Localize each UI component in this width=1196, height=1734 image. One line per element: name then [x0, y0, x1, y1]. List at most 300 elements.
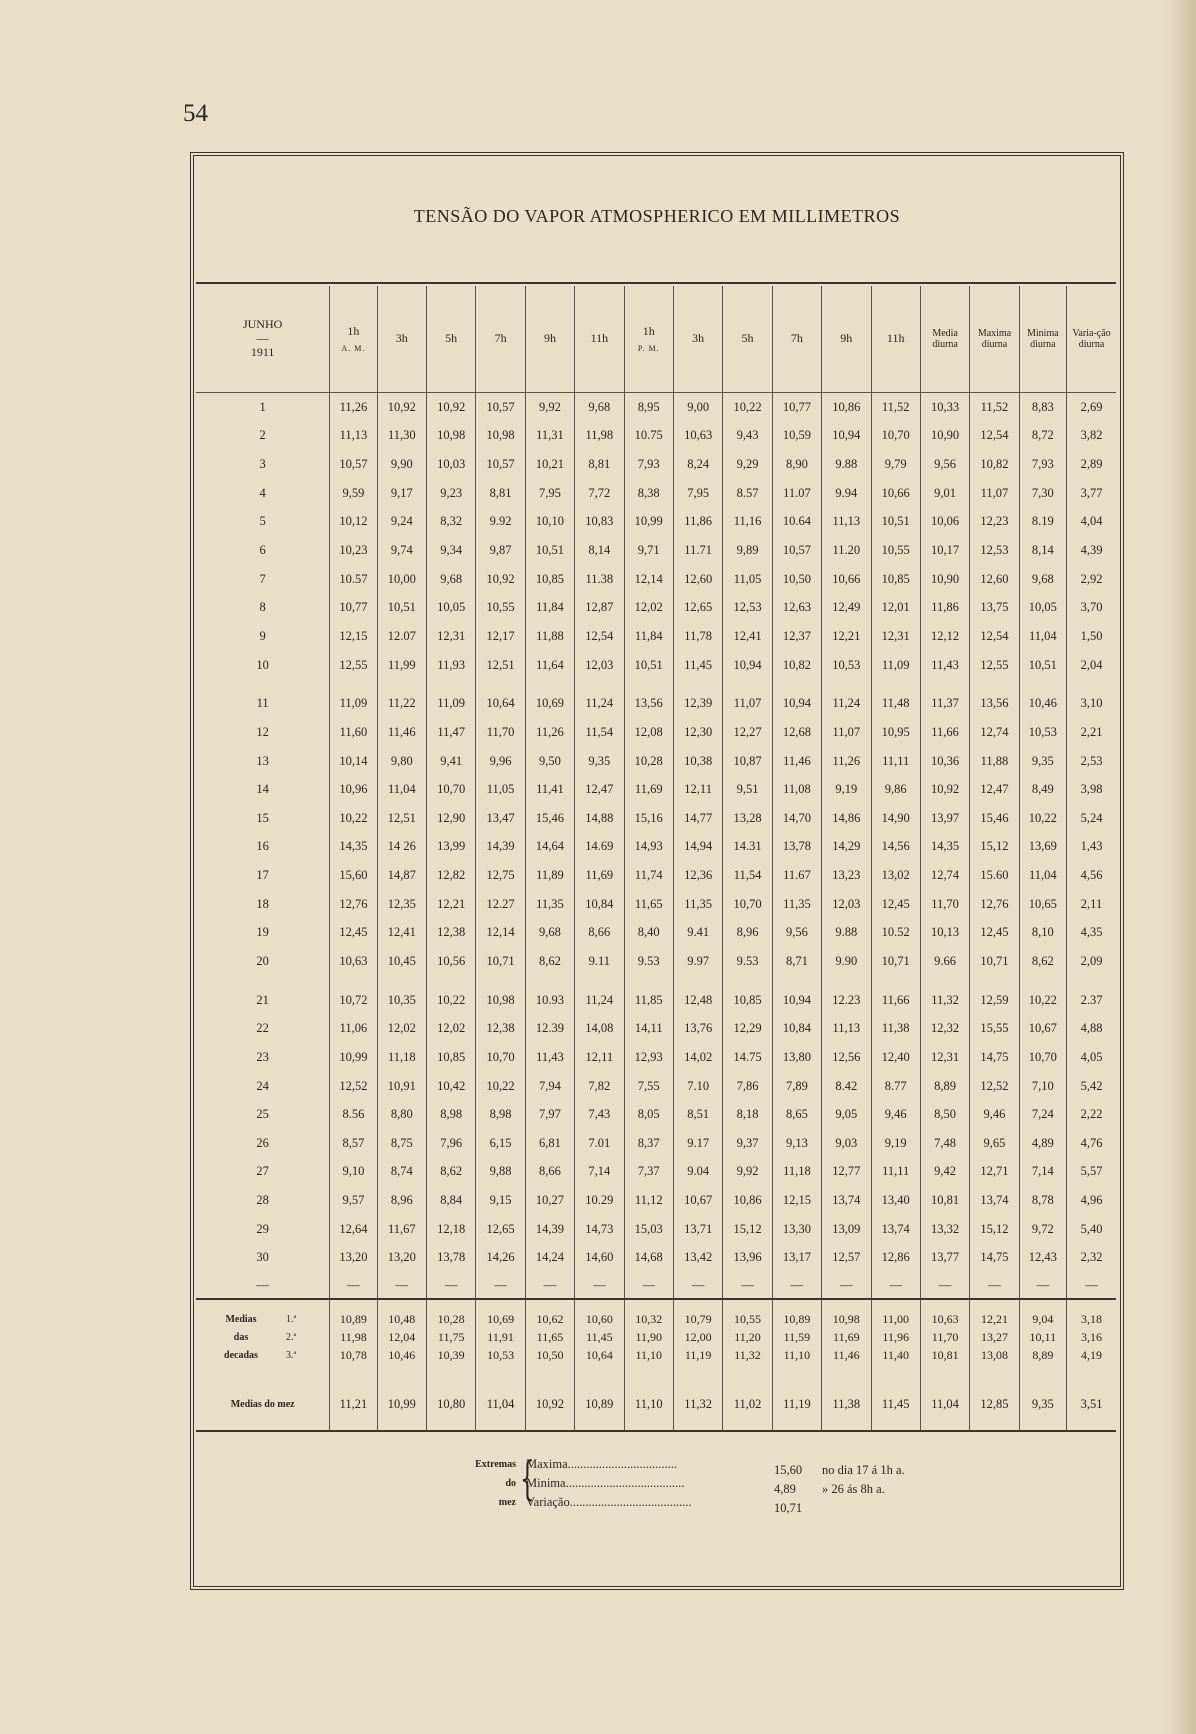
value-cell: 13,47 [476, 804, 525, 833]
value-cell: 12,08 [624, 718, 673, 747]
value-cell: 11,05 [476, 775, 525, 804]
value-cell: 4,04 [1067, 508, 1117, 537]
value-cell: 8,51 [673, 1100, 722, 1129]
value-cell: 10,42 [426, 1072, 475, 1101]
table-row [196, 450, 1116, 479]
value-cell: 12,52 [330, 1072, 377, 1101]
value-cell: 11,07 [970, 479, 1019, 508]
value-cell: 12,00 [673, 1328, 722, 1346]
value-cell: 11,11 [871, 747, 920, 776]
table-row [196, 479, 1116, 508]
value-cell: 11,09 [330, 679, 377, 718]
value-cell: 10,11 [1019, 1328, 1066, 1346]
hour-header: 7h [476, 286, 525, 393]
value-cell: 9,19 [871, 1129, 920, 1158]
value-cell: 10,63 [330, 947, 377, 976]
value-cell: 7,37 [624, 1158, 673, 1187]
value-cell: 14,08 [575, 1014, 624, 1043]
value-cell: 10,53 [1019, 718, 1066, 747]
value-cell: 12,31 [920, 1043, 969, 1072]
value-cell: 10,67 [1019, 1014, 1066, 1043]
value-cell: 12,52 [970, 1072, 1019, 1101]
value-cell: 8,96 [377, 1186, 426, 1215]
value-cell: 14,77 [673, 804, 722, 833]
value-cell: 9,74 [377, 536, 426, 565]
value-cell: 3,82 [1067, 422, 1117, 451]
value-cell: 10,39 [426, 1346, 475, 1364]
value-cell: 10,70 [1019, 1043, 1066, 1072]
table-title: TENSÃO DO VAPOR ATMOSPHERICO EM MILLIMETROS [413, 206, 901, 226]
value-cell: 11,10 [772, 1346, 821, 1364]
month-means-label: Medias do mez [196, 1364, 330, 1431]
value-cell: 12,93 [624, 1043, 673, 1072]
dash-cell: — [575, 1272, 624, 1299]
day-cell: 16 [256, 839, 269, 854]
value-cell: 11,21 [330, 1364, 377, 1431]
value-cell: 11,70 [920, 890, 969, 919]
table-row [196, 747, 1116, 776]
media-header: Media diurna [920, 286, 969, 393]
value-cell: 13,75 [970, 593, 1019, 622]
table-row [196, 622, 1116, 651]
value-cell: 12,53 [970, 536, 1019, 565]
value-cell: 10,94 [772, 976, 821, 1015]
value-cell: 12,12 [920, 622, 969, 651]
value-cell: 12,51 [476, 651, 525, 680]
value-cell: 11,54 [575, 718, 624, 747]
value-cell: 12,15 [330, 622, 377, 651]
value-cell: 10,79 [673, 1299, 722, 1328]
value-cell: 4,88 [1067, 1014, 1117, 1043]
table-row [196, 651, 1116, 680]
value-cell: 11.07 [772, 479, 821, 508]
value-cell: 15,60 [330, 861, 377, 890]
value-cell: 14,88 [575, 804, 624, 833]
value-cell: 11,43 [525, 1043, 574, 1072]
value-cell: 13,99 [426, 833, 475, 862]
day-cell: 22 [256, 1021, 269, 1036]
value-cell: 12,56 [822, 1043, 871, 1072]
value-cell: 11,69 [624, 775, 673, 804]
value-cell: 10,89 [772, 1299, 821, 1328]
table-row [196, 1346, 1116, 1364]
value-cell: 8,78 [1019, 1186, 1066, 1215]
value-cell: 10,50 [772, 565, 821, 594]
value-cell: 8.56 [330, 1100, 377, 1129]
table-row [196, 1100, 1116, 1129]
value-cell: 8,72 [1019, 422, 1066, 451]
value-cell: 10,69 [525, 679, 574, 718]
value-cell: 11,70 [920, 1328, 969, 1346]
value-cell: 8,14 [1019, 536, 1066, 565]
value-cell: 10,92 [377, 393, 426, 422]
value-cell: 9,35 [575, 747, 624, 776]
value-cell: 11,32 [723, 1346, 772, 1364]
value-cell: 11,46 [822, 1346, 871, 1364]
value-cell: 13,32 [920, 1215, 969, 1244]
value-cell: 13,74 [970, 1186, 1019, 1215]
value-cell: 11,35 [525, 890, 574, 919]
value-cell: 9.04 [673, 1158, 722, 1187]
value-cell: 15.60 [970, 861, 1019, 890]
value-cell: 12,41 [377, 919, 426, 948]
value-cell: 10.93 [525, 976, 574, 1015]
value-cell: 9,37 [723, 1129, 772, 1158]
value-cell: 9,88 [476, 1158, 525, 1187]
value-cell: 11,09 [871, 651, 920, 680]
table-row [196, 775, 1116, 804]
value-cell: 13,56 [970, 679, 1019, 718]
value-cell: 8,14 [575, 536, 624, 565]
value-cell: 11,35 [673, 890, 722, 919]
value-cell: 7,93 [624, 450, 673, 479]
value-cell: 11,32 [920, 976, 969, 1015]
value-cell: 10,98 [822, 1299, 871, 1328]
value-cell: 10,32 [624, 1299, 673, 1328]
minima-header: Minima diurna [1019, 286, 1066, 393]
value-cell: 10,22 [723, 393, 772, 422]
value-cell: 10,53 [476, 1346, 525, 1364]
value-cell: 11,99 [377, 651, 426, 680]
value-cell: 12,65 [673, 593, 722, 622]
value-cell: 8,80 [377, 1100, 426, 1129]
value-cell: 10,71 [476, 947, 525, 976]
value-cell: 10,00 [377, 565, 426, 594]
value-cell: 11,93 [426, 651, 475, 680]
value-cell: 14,60 [575, 1244, 624, 1273]
value-cell: 11,40 [871, 1346, 920, 1364]
value-cell: 12,21 [822, 622, 871, 651]
value-cell: 11,45 [575, 1328, 624, 1346]
value-cell: 12,03 [575, 651, 624, 680]
value-cell: 11,16 [723, 508, 772, 537]
value-cell: 9,41 [426, 747, 475, 776]
value-cell: 10,98 [476, 422, 525, 451]
value-cell: 13,74 [822, 1186, 871, 1215]
value-cell: 11,47 [426, 718, 475, 747]
value-cell: 13,76 [673, 1014, 722, 1043]
value-cell: 7,43 [575, 1100, 624, 1129]
value-cell: 11,65 [624, 890, 673, 919]
value-cell: 9,90 [377, 450, 426, 479]
value-cell: 11,00 [871, 1299, 920, 1328]
hour-header: 1h A. M. [330, 286, 377, 393]
value-cell: 11,30 [377, 422, 426, 451]
value-cell: 9,89 [723, 536, 772, 565]
value-cell: 12,59 [970, 976, 1019, 1015]
value-cell: 9.17 [673, 1129, 722, 1158]
value-cell: 11,88 [970, 747, 1019, 776]
value-cell: 8,38 [624, 479, 673, 508]
day-cell: 18 [256, 896, 269, 911]
value-cell: 10,60 [575, 1299, 624, 1328]
value-cell: 10,89 [330, 1299, 377, 1328]
value-cell: 12,55 [970, 651, 1019, 680]
value-cell: 13,20 [377, 1244, 426, 1273]
value-cell: 10,66 [822, 565, 871, 594]
value-cell: 9,23 [426, 479, 475, 508]
value-cell: 10,94 [822, 422, 871, 451]
value-cell: 8,62 [525, 947, 574, 976]
value-cell: 4,89 [1019, 1129, 1066, 1158]
value-cell: 7,96 [426, 1129, 475, 1158]
table-row [196, 1328, 1116, 1346]
value-cell: 11,38 [871, 1014, 920, 1043]
value-cell: 12,68 [772, 718, 821, 747]
value-cell: 11,24 [575, 679, 624, 718]
hour-header: 9h [525, 286, 574, 393]
value-cell: 3,70 [1067, 593, 1117, 622]
value-cell: 5,42 [1067, 1072, 1117, 1101]
value-cell: 12,45 [330, 919, 377, 948]
value-cell: 9,72 [1019, 1215, 1066, 1244]
daily-rows [196, 393, 1116, 1273]
decade-number: 1.ª [286, 1313, 297, 1325]
value-cell: 14 26 [377, 833, 426, 862]
table-row [196, 718, 1116, 747]
value-cell: 9,35 [1019, 747, 1066, 776]
value-cell: 11,69 [575, 861, 624, 890]
value-cell: 2,32 [1067, 1244, 1117, 1273]
value-cell: 9,15 [476, 1186, 525, 1215]
dash-cell: — [772, 1272, 821, 1299]
value-cell: 9,04 [1019, 1299, 1066, 1328]
value-cell: 12,30 [673, 718, 722, 747]
value-cell: 14.75 [723, 1043, 772, 1072]
value-cell: 12,03 [822, 890, 871, 919]
value-cell: 11,26 [330, 393, 377, 422]
value-cell: 10,86 [723, 1186, 772, 1215]
value-cell: 15,46 [525, 804, 574, 833]
value-cell: 10,22 [330, 804, 377, 833]
value-cell: 12,54 [970, 422, 1019, 451]
value-cell: 13,96 [723, 1244, 772, 1273]
value-cell: 9,80 [377, 747, 426, 776]
value-cell: 11,10 [624, 1346, 673, 1364]
value-cell: 10,57 [476, 393, 525, 422]
value-cell: 10,63 [920, 1299, 969, 1328]
value-cell: 12,77 [822, 1158, 871, 1187]
value-cell: 2,92 [1067, 565, 1117, 594]
value-cell: 8,66 [575, 919, 624, 948]
hour-header: 3h [673, 286, 722, 393]
value-cell: 11,91 [476, 1328, 525, 1346]
value-cell: 9.97 [673, 947, 722, 976]
table-row [196, 565, 1116, 594]
value-cell: 11,06 [330, 1014, 377, 1043]
value-cell: 11,04 [377, 775, 426, 804]
value-cell: 12,38 [426, 919, 475, 948]
value-cell: 10,82 [970, 450, 1019, 479]
value-cell: 8,18 [723, 1100, 772, 1129]
day-cell: 4 [259, 485, 266, 500]
value-cell: 9,59 [330, 479, 377, 508]
value-cell: 9,92 [723, 1158, 772, 1187]
value-cell: 12,48 [673, 976, 722, 1015]
value-cell: 12,76 [330, 890, 377, 919]
value-cell: 13,30 [772, 1215, 821, 1244]
value-cell: 12,53 [723, 593, 772, 622]
value-cell: 12,64 [330, 1215, 377, 1244]
value-cell: 13,74 [871, 1215, 920, 1244]
table-row [196, 1072, 1116, 1101]
value-cell: 10,57 [330, 450, 377, 479]
value-cell: 13,69 [1019, 833, 1066, 862]
table-row [196, 1186, 1116, 1215]
table-row [196, 1158, 1116, 1187]
value-cell: 11,04 [1019, 622, 1066, 651]
value-cell: 9,87 [476, 536, 525, 565]
value-cell: 11,04 [476, 1364, 525, 1431]
value-cell: 10,85 [723, 976, 772, 1015]
value-cell: 13,40 [871, 1186, 920, 1215]
value-cell: 14,86 [822, 804, 871, 833]
day-cell: 20 [256, 953, 269, 968]
value-cell: 12,21 [970, 1299, 1019, 1328]
value-cell: 3,16 [1067, 1328, 1117, 1346]
value-cell: 3,18 [1067, 1299, 1117, 1328]
value-cell: 12,02 [426, 1014, 475, 1043]
value-cell: 2,89 [1067, 450, 1117, 479]
value-cell: 10,71 [871, 947, 920, 976]
value-cell: 12,02 [377, 1014, 426, 1043]
value-cell: 10,13 [920, 919, 969, 948]
value-cell: 3,51 [1067, 1364, 1117, 1431]
value-cell: 14,93 [624, 833, 673, 862]
value-cell: 9.11 [575, 947, 624, 976]
dash-cell: — [920, 1272, 969, 1299]
value-cell: 7,93 [1019, 450, 1066, 479]
value-cell: 12,39 [673, 679, 722, 718]
value-cell: 2,11 [1067, 890, 1117, 919]
value-cell: 10,90 [920, 565, 969, 594]
value-cell: 10,92 [525, 1364, 574, 1431]
value-cell: 2,22 [1067, 1100, 1117, 1129]
value-cell: 8.19 [1019, 508, 1066, 537]
value-cell: 12,31 [871, 622, 920, 651]
day-cell: 27 [256, 1164, 269, 1179]
value-cell: 10,94 [723, 651, 772, 680]
value-cell: 10.64 [772, 508, 821, 537]
value-cell: 7,48 [920, 1129, 969, 1158]
value-cell: 10,05 [426, 593, 475, 622]
value-cell: 12,51 [377, 804, 426, 833]
table-row [196, 1299, 1116, 1328]
value-cell: 9,34 [426, 536, 475, 565]
value-cell: 11,07 [723, 679, 772, 718]
value-cell: 4,56 [1067, 861, 1117, 890]
value-cell: 8,66 [525, 1158, 574, 1187]
table-row [196, 1215, 1116, 1244]
value-cell: 11,13 [330, 422, 377, 451]
value-cell: 13,08 [970, 1346, 1019, 1364]
value-cell: 14,75 [970, 1244, 1019, 1273]
value-cell: 8,98 [476, 1100, 525, 1129]
value-cell: 10,81 [920, 1346, 969, 1364]
value-cell: 10,99 [377, 1364, 426, 1431]
value-cell: 12,76 [970, 890, 1019, 919]
value-cell: 10,27 [525, 1186, 574, 1215]
value-cell: 10,84 [575, 890, 624, 919]
extremes-label: Extremas do mez [475, 1459, 516, 1508]
value-cell: 10,28 [624, 747, 673, 776]
value-cell: 2,09 [1067, 947, 1117, 976]
table-row [196, 393, 1116, 422]
value-cell: 10,83 [575, 508, 624, 537]
title-divider [196, 282, 1116, 284]
value-cell: 11,86 [920, 593, 969, 622]
value-cell: 11,98 [575, 422, 624, 451]
value-cell: 6,81 [525, 1129, 574, 1158]
value-cell: 10,46 [377, 1346, 426, 1364]
day-cell: 7 [259, 571, 266, 586]
variacao-header: Varia-ção diurna [1067, 286, 1117, 393]
extreme-minima: Minima...................................... 4,89 » 26 ás 8h a. [526, 1476, 885, 1496]
table-row [196, 861, 1116, 890]
brace-mark: { [520, 1451, 535, 1505]
value-cell: 10,82 [772, 651, 821, 680]
value-cell: 7,14 [575, 1158, 624, 1187]
value-cell: 11,66 [920, 718, 969, 747]
value-cell: 11,19 [772, 1364, 821, 1431]
decade-label: Medias [225, 1313, 257, 1325]
value-cell: 11,08 [772, 775, 821, 804]
value-cell: 9,19 [822, 775, 871, 804]
value-cell: 9,92 [525, 393, 574, 422]
value-cell: 9,00 [673, 393, 722, 422]
value-cell: 11,02 [723, 1364, 772, 1431]
value-cell: 12,82 [426, 861, 475, 890]
day-cell: 23 [256, 1049, 269, 1064]
day-cell: 15 [256, 810, 269, 825]
dash-cell: — [624, 1272, 673, 1299]
decade-label-cell [196, 1328, 330, 1346]
value-cell: 12,54 [970, 622, 1019, 651]
value-cell: 10,17 [920, 536, 969, 565]
value-cell: 12,17 [476, 622, 525, 651]
day-cell: 14 [256, 782, 269, 797]
value-cell: 10,67 [673, 1186, 722, 1215]
value-cell: 10,22 [1019, 804, 1066, 833]
value-cell: 6,15 [476, 1129, 525, 1158]
value-cell: 12,38 [476, 1014, 525, 1043]
value-cell: 9,57 [330, 1186, 377, 1215]
value-cell: 12,41 [723, 622, 772, 651]
value-cell: 7,86 [723, 1072, 772, 1101]
value-cell: 14,39 [525, 1215, 574, 1244]
value-cell: 9,13 [772, 1129, 821, 1158]
value-cell: 10.57 [330, 565, 377, 594]
value-cell: 9,86 [871, 775, 920, 804]
value-cell: 13,78 [772, 833, 821, 862]
value-cell: 7,55 [624, 1072, 673, 1101]
value-cell: 12,11 [673, 775, 722, 804]
value-cell: 12,21 [426, 890, 475, 919]
value-cell: 7,97 [525, 1100, 574, 1129]
value-cell: 11,19 [673, 1346, 722, 1364]
value-cell: 9,46 [871, 1100, 920, 1129]
value-cell: 9,46 [970, 1100, 1019, 1129]
hour-header: 5h [426, 286, 475, 393]
value-cell: 10.29 [575, 1186, 624, 1215]
value-cell: 12,45 [970, 919, 1019, 948]
value-cell: 9,01 [920, 479, 969, 508]
value-cell: 9,51 [723, 775, 772, 804]
value-cell: 11,69 [822, 1328, 871, 1346]
value-cell: 10,65 [1019, 890, 1066, 919]
value-cell: 2.37 [1067, 976, 1117, 1015]
value-cell: 11,75 [426, 1328, 475, 1346]
